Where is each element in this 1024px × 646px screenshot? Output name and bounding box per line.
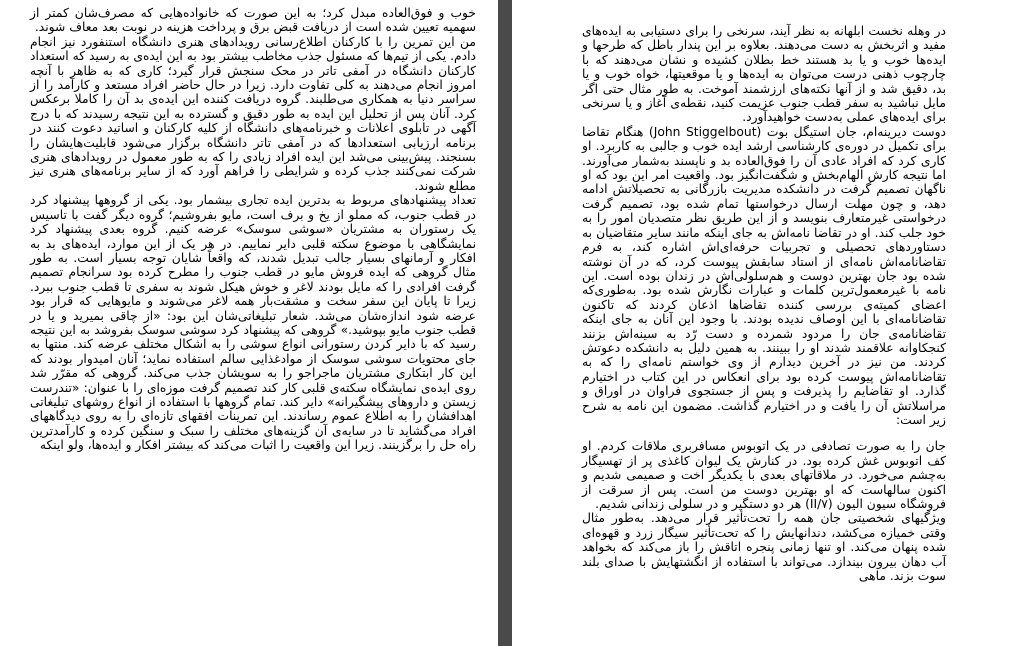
right-paragraph-4: ویژگیهای شخصیتی جان همه را تحت‌تأثیر قرار می‌دهد. به‌طور مثال وقتی خمیازه می‌کشد، دندانهایش را که تحت‌تأثیر سیگار زرد و قهوه‌ای شده پنهان می‌کند. او تنها زمانی پنجره اتاقش را باز می‌کند که بخواهد آب دهان بیرون بیندازد. می‌تواند با استفاده از انگشتهایش با صدای بلند سوت بزند. ماهی bbox=[582, 511, 946, 584]
left-page bbox=[0, 0, 498, 646]
right-page bbox=[512, 0, 1024, 646]
page-gutter bbox=[498, 0, 512, 646]
left-page-text bbox=[30, 6, 476, 453]
right-paragraph-3: جان را به صورت تصادفی در یک اتوبوس مسافربری ملاقات کردم. او کف اتوبوس غش کرده بود. در کنارش یک لیوان کاغذی پر از تهسیگار به‌چشم می‌خورد. در ملاقاتهای بعدی با یکدیگر اخت و صمیمی شدیم و اکنون سالهاست که او بهترین دوست من است. پس از سرقت از فروشگاه سیون الیون (II/۷) هر دو دستگیر و در سلولی زندانی شدیم. bbox=[582, 439, 946, 511]
left-paragraph-3: تعداد پیشنهادهای مربوط به بدترین ایده تجاری بیشمار بود. یکی از گروهها پیشنهاد کرد در قطب جنوب، که مملو از یخ و برف است، مایو بفروشیم؛ گروه دیگر گفت با تاسیس یک رستوران به مشتریان «سوشی سوسک» عرضه کنیم. گروه بعدی پیشنهاد کرد نمایشگاهی با موضوع سکته قلبی دایر نماییم. در هر یک از این موارد، ایده‌های بد به افکار و آرمانهای بسیار جالب تبدیل شدند، که واقعاً شایان توجه بسیار است. به طور مثال گروهی که ایده فروش مایو در قطب جنوب را مطرح کرده بود سرانجام تصمیم گرفت افرادی را که مایل بودند لاغر و خوش هیکل شوند به سفری تا قطب جنوب ببرد. زیرا تا پایان این سفر سخت و مشقت‌بار همه لاغر می‌شوند و مایوهایی که قرار بود عرضه شود اندازه‌شان می‌شد. شعار تبلیغاتی‌شان این بود: «از چاقی بمیرید و یا در قطب جنوب مایو بپوشید.» گروهی که پیشنهاد کرد سوشی سوسک بفروشد به این نتیجه رسید که با دایر کردن رستورانی انواع سوشی را به اشکال مختلف عرضه کند. منتها به جای محتویات سوشی سوسک از موادغذایی سالم استفاده نماید؛ آنان امیدوار بودند که این کار ابتکاری مشتریان ماجراجو را به سویشان جذب می‌کند. گروهی که مقرّر شد روی ایده‌ی نمایشگاه سکته‌ی قلبی کار کند تصمیم گرفت موزه‌ای را با عنوان: «تندرست زیستن و داروهای پیشگیرانه» دایر کند. تمام گروهها با استفاده از انواع روشهای تبلیغاتی اهدافشان را به اطلاع عموم رساندند. این تمرینات افقهای تازه‌ای را به روی دیدگاههای افراد می‌گشاید تا در سایه‌ی آن گزینه‌های مختلف را سبک و سنگین کرده و کارآمدترین راه حل را برگزینند. زیرا این واقعیت را اثبات می‌کند که بیشتر افکار و ایده‌ها، ولو اینکه bbox=[30, 193, 476, 453]
right-page-text bbox=[582, 24, 946, 583]
left-paragraph-1: خوب و فوق‌العاده مبدل کرد؛ به این صورت که خانواده‌هایی که مصرف‌شان کمتر از سهمیه تعیین شده است از دریافت قبض برق و پرداخت هزینه در نوبت بعد معاف شوند. bbox=[30, 6, 476, 35]
right-paragraph-1: در وهله نخست ابلهانه به نظر آیند، سرنخی را برای دستیابی به ایده‌های مفید و اثربخش به دست می‌دهند. بعلاوه بر این پندار باطل که طرحها و ایده‌ها خوب و یا بد هستند خط بطلان کشیده و نشان می‌دهند که با چارچوب ذهنی درست می‌توان به ایده‌ها و یا موقعیتها، خواه خوب و یا بد، دقیق شد و از آنها نکته‌های ارزشمند آموخت. به طور مثال حتی اگر مایل نباشید به سفر قطب جنوب عزیمت کنید، نقطه‌ی آغاز و یا سرنخی برای ایده‌های عملی به‌دست خواهیدآورد. bbox=[582, 24, 946, 125]
right-paragraph-2: دوست دیرینه‌ام، جان استیگل بوت (John Stiggelbout) هنگام تقاضا برای تکمیل در دوره‌ی کارشناسی ارشد ایده خوب و جالبی به کاربرد. او کاری کرد که افراد عادی آن را فوق‌العاده بد و ناپسند به‌شمار می‌آورند. اما نتیجه کارش الهام‌بخش و شگفت‌انگیز بود. واقعیت امر این بود که او ناگهان تصمیم گرفت در دانشکده مدیریت بازرگانی به تحصیلاتش ادامه دهد، و چون مهلت ارسال درخواستها تمام شده بود، تصمیم گرفت درخواستی غیرمتعارف بنویسد و از این طریق نظر متصدیان امور را به خود جلب کند. او در تقاضا نامه‌اش به جای اینکه مانند سایر متقاضیان به دستاوردهای تحصیلی و تجربیات حرفه‌ای‌اش اشاره کند، به فرم تقاضانامه‌اش نامه‌ای از استاد سابقش پیوست کرد، که در آن نوشته شده بود جان بهترین دوست و هم‌سلولی‌اش در زندان بوده است. این نامه با غیرمعمول‌ترین کلمات و عبارات نگارش شده بود. به‌طوری‌که اعضای کمیته‌ی بررسی کننده تقاضاها اذعان کردند که تاکنون تقاضانامه‌ای با این اوصاف ندیده بودند. با وجود این آنان به جای اینکه تقاضانامه‌ی جان را مردود شمرده و دست رّد به سینه‌اش بزنند کنجکاوانه علاقمند شدند او را ببینند. به همین دلیل به دانشکده دعوتش کردند. من نیز در آخرین دیدارم از وی خواستم نامه‌ای را که به تقاضانامه‌اش پیوست کرده بود برای انعکاس در این کتاب در اختیارم گذارد. او تقاضایم را پذیرفت و پس از جستجوی فراوان در اوراق و مراسلاتش آن را یافت و در اختیارم گذاشت. مضمون این نامه به شرح زیر است: bbox=[582, 124, 946, 427]
left-paragraph-2: من این تمرین را با کارکنان اطلاع‌رسانی رویدادهای هنری دانشگاه استنفورد نیز انجام دادم. یکی از تیم‌ها که مسئول جذب مخاطب بیشتر بود به این ایده‌ی به رسید که استعداد کارکنان دانشگاه در آمفی تاتر در محک سنجش قرار گیرد؛ کاری که به ظاهر با آنچه امروز انجام می‌دهند به کلی تفاوت دارد. زیرا در حال حاضر افراد مستعد و کارآمد را از سراسر دنیا به همکاری می‌طلبند. گروه دریافت کننده این ایده‌ی بد آن را کاملا برعکس کرد. آنان پس از تحلیل این ایده به طور دقیق و گسترده به این نتیجه رسیدند که با درج آگهی در تابلوی اعلانات و خبرنامه‌های دانشگاه از کلیه کارکنان و اساتید دعوت کنند در برنامه ارزیابی استعدادها که در آمفی تاتر دانشگاه برگزار می‌شود قابلیت‌هایشان را بسنجند. پیش‌بینی می‌شد این ایده افراد زیادی را که به طور معمول در رویدادهای هنری شرکت نمی‌کنند جذب کرده و شرایطی را فراهم آورد که از سایر برنامه‌های هنری نیز مطلع شوند. bbox=[30, 34, 476, 193]
